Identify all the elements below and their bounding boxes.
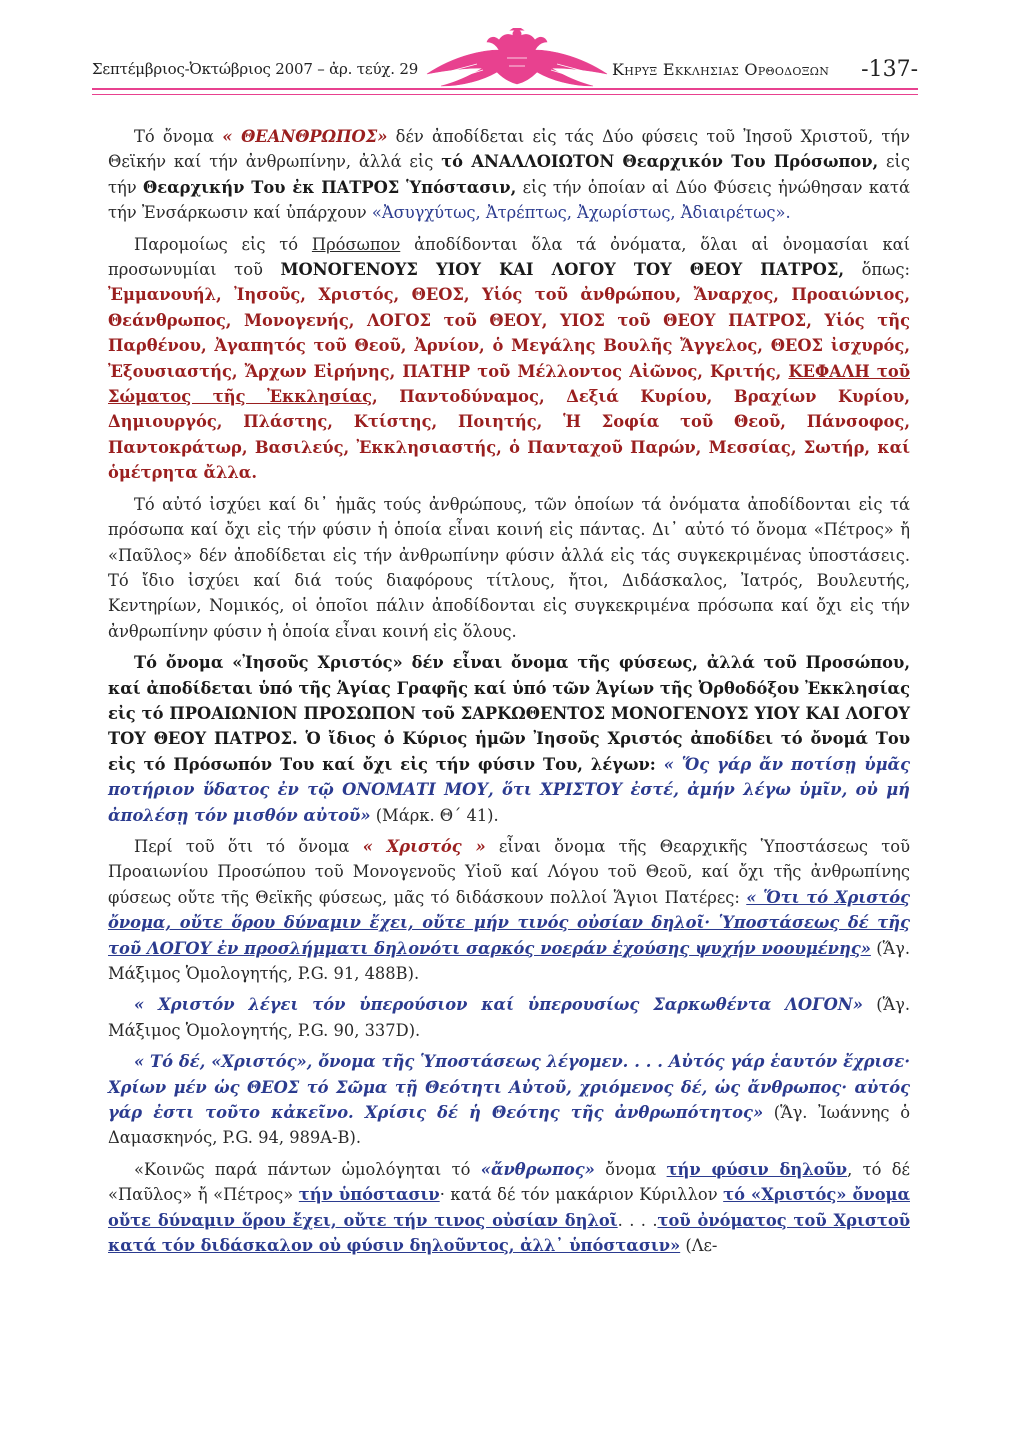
issue-date: Σεπτέμβριος-Ὀκτώβριος 2007 – ἀρ. τεύχ. 29 — [92, 60, 419, 78]
header-rule-top — [92, 88, 918, 90]
journal-title: Κηρυξ Εκκλησιας Ορθοδοξων — [612, 60, 830, 79]
paragraph-6: « Χριστόν λέγει τόν ὑπερούσιον καί ὑπερουσίως Σαρκωθέντα ΛΟΓΟΝ» (Ἅγ. Μάξιμος Ὁμολογητής, P.G. 90, 337D). — [108, 995, 910, 1040]
page-header — [92, 28, 918, 88]
article-body — [108, 124, 910, 1264]
header-rule-bottom — [92, 94, 918, 95]
paragraph-3: Τό αὐτό ἰσχύει καί δι᾽ ἡμᾶς τούς ἀνθρώπους, τῶν ὁποίων τά ὀνόματα ἀποδίδονται εἰς τά πρόσωπα καί ὄχι εἰς τήν φύσιν ἡ ὁποία εἶναι κοινή εἰς πάντας. Δι᾽ αὐτό τό ὄνομα «Πέτρος» ἤ «Παῦλος» δέν ἀποδίδεται εἰς τήν ἀνθρωπίνην φύσιν ἀλλά εἰς τάς συγκεκριμένας ὑποστάσεις. Τό ἴδιο ἰσχύει καί διά τούς διαφόρους τίτλους, ἤτοι, Διδάσκαλος, Ἰατρός, Βουλευτής, Κεντηρίων, Νομικός, οἱ ὁποῖοι πάλιν ἀποδίδονται εἰς συγκεκριμένα πρόσωπα καί ὄχι εἰς τήν ἀνθρωπίνην φύσιν ἡ ὁποία εἶναι κοινή εἰς ὅλους. — [108, 494, 910, 641]
paragraph-1: Τό ὄνομα « ΘΕΑΝΘΡΩΠΟΣ» δέν ἀποδίδεται εἰς τάς Δύο φύσεις τοῦ Ἰησοῦ Χριστοῦ, τήν Θεϊκήν καί τήν ἀνθρωπίνην, ἀλλά εἰς τό ΑΝΑΛΛΟΙΩΤΟΝ Θεαρχικόν Του Πρόσωπον, εἰς τήν Θεαρχικήν Του ἐκ ΠΑΤΡΟΣ Ὑπόστασιν, εἰς τήν ὁποίαν αἱ Δύο Φύσεις ἡνώθησαν κατά τήν Ἐνσάρκωσιν καί ὑπάρχουν «Ἀσυγχύτως, Ἀτρέπτως, Ἀχωρίστως, Ἀδιαιρέτως». — [108, 127, 911, 223]
paragraph-7: « Τό δέ, «Χριστός», ὄνομα τῆς Ὑποστάσεως λέγομεν. . . . Αὐτός γάρ ἑαυτόν ἔχρισε· Χρίων μέν ὡς ΘΕΟΣ τό Σῶμα τῇ Θεότητι Αὐτοῦ, χριόμενος δέ, ὡς ἄνθρωπος· αὐτός γάρ ἐστι τοῦτο κἀκεῖνο. Χρίσις δέ ἡ Θεότης τῆς ἀνθρωπότητος» (Ἅγ. Ἰωάννης ὁ Δαμασκηνός, P.G. 94, 989A-B). — [108, 1052, 910, 1148]
paragraph-2: Παρομοίως εἰς τό Πρόσωπον ἀποδίδονται ὅλα τά ὀνόματα, ὅλαι αἱ ὀνομασίαι καί προσωνυμίαι τοῦ ΜΟΝΟΓΕΝΟΥΣ ΥΙΟΥ ΚΑΙ ΛΟΓΟΥ ΤΟΥ ΘΕΟΥ ΠΑΤΡΟΣ, ὅπως: Ἐμμανουήλ, Ἰησοῦς, Χριστός, ΘΕΟΣ, Υἱός τοῦ ἀνθρώπου, Ἄναρχος, Προαιώνιος, Θεάνθρωπος, Μονογενής, ΛΟΓΟΣ τοῦ ΘΕΟΥ, ΥΙΟΣ τοῦ ΘΕΟΥ ΠΑΤΡΟΣ, Υἱός τῆς Παρθένου, Ἀγαπητός τοῦ Θεοῦ, Ἀρνίον, ὁ Μεγάλης Βουλῆς Ἄγγελος, ΘΕΟΣ ἰσχυρός, Ἐξουσιαστής, Ἄρχων Εἰρήνης, ΠΑΤΗΡ τοῦ Μέλλοντος Αἰῶνος, Κριτής, ΚΕΦΑΛΗ τοῦ Σώματος τῆς Ἐκκλησίας, Παντοδύναμος, Δεξιά Κυρίου, Βραχίων Κυρίου, Δημιουργός, Πλάστης, Κτίστης, Ποιητής, Ἡ Σοφία τοῦ Θεοῦ, Πάνσοφος, Παντοκράτωρ, Βασιλεύς, Ἐκκλησιαστής, ὁ Πανταχοῦ Παρών, Μεσσίας, Σωτήρ, καί ὁμέτρητα ἄλλα. — [108, 234, 911, 483]
double-headed-eagle-icon — [417, 28, 617, 90]
page-number: -137- — [861, 57, 918, 82]
paragraph-5: Περί τοῦ ὅτι τό ὄνομα « Χριστός » εἶναι ὄνομα τῆς Θεαρχικῆς Ὑποστάσεως τοῦ Προαιωνίου Προσώπου τοῦ Μονογενοῦς Υἱοῦ καί Λόγου τοῦ Θεοῦ, καί ὄχι τῆς ἀνθρωπίνης φύσεως οὔτε τῆς Θεϊκῆς φύσεως, μᾶς τό διδάσκουν πολλοί Ἅγιοι Πατέρες: « Ὅτι τό Χριστός ὄνομα, οὔτε ὅρου δύναμιν ἔχει, οὔτε μήν τινός οὐσίαν δηλοῖ· Ὑποστάσεως δέ τῆς τοῦ ΛΟΓΟΥ ἐν προσλήμματι δηλονότι σαρκός νοεράν ἐχούσης ψυχήν νοουμένης» (Ἅγ. Μάξιμος Ὁμολογητής, P.G. 91, 488B). — [108, 836, 910, 983]
paragraph-4: Τό ὄνομα «Ἰησοῦς Χριστός» δέν εἶναι ὄνομα τῆς φύσεως, ἀλλά τοῦ Προσώπου, καί ἀποδίδεται ὑπό τῆς Ἁγίας Γραφῆς καί ὑπό τῶν Ἁγίων τῆς Ὀρθοδόξου Ἐκκλησίας εἰς τό ΠΡΟΑΙΩΝΙΟΝ ΠΡΟΣΩΠΟΝ τοῦ ΣΑΡΚΩΘΕΝΤΟΣ ΜΟΝΟΓΕΝΟΥΣ ΥΙΟΥ ΚΑΙ ΛΟΓΟΥ ΤΟΥ ΘΕΟΥ ΠΑΤΡΟΣ. Ὁ ἴδιος ὁ Κύριος ἡμῶν Ἰησοῦς Χριστός ἀποδίδει τό ὄνομά Του εἰς τό Πρόσωπόν Του καί ὄχι εἰς τήν φύσιν Του, λέγων: « Ὅς γάρ ἄν ποτίσῃ ὑμᾶς ποτήριον ὕδατος ἐν τῷ ΟΝΟΜΑΤΙ ΜΟΥ, ὅτι ΧΡΙΣΤΟΥ ἐστέ, ἀμήν λέγω ὑμῖν, οὐ μή ἀπολέσῃ τόν μισθόν αὐτοῦ» (Μάρκ. Θ΄ 41). — [108, 653, 910, 825]
paragraph-8: «Κοινῶς παρά πάντων ὡμολόγηται τό «ἄνθρωπος» ὄνομα τήν φύσιν δηλοῦν, τό δέ «Παῦλος» ἤ «Πέτρος» τήν ὑπόστασιν· κατά δέ τόν μακάριον Κύριλλον τό «Χριστός» ὄνομα οὔτε δύναμιν ὅρου ἔχει, οὔτε τήν τινος οὐσίαν δηλοῖ. . . .τοῦ ὀνόματος τοῦ Χριστοῦ κατά τόν διδάσκαλον οὐ φύσιν δηλοῦντος, ἀλλ᾽ ὑπόστασιν» (Λε- — [108, 1159, 910, 1256]
